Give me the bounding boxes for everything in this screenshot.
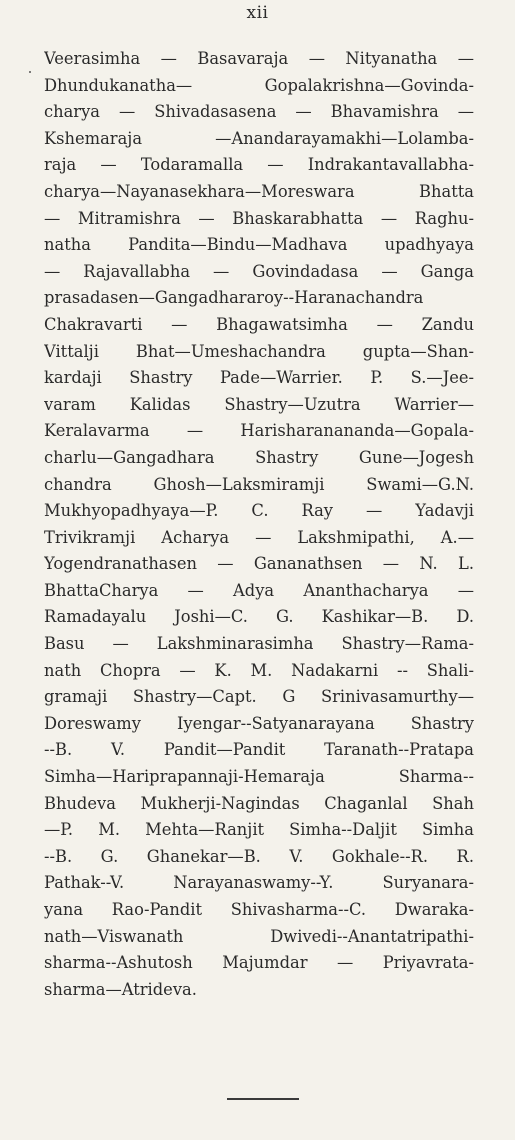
text-line: Vittalji Bhat—Umeshachandra gupta—Shan- [44,341,474,361]
text-line: Basu — Lakshminarasimha Shastry—Rama- [44,634,474,654]
text-line: sharma--Ashutosh Majumdar — Priyavrata- [44,953,474,973]
text-line: Pathak--V. Narayanaswamy--Y. Suryanara- [44,873,474,893]
text-line: —P. M. Mehta—Ranjit Simha--Daljit Simha [44,820,474,840]
text-line: Chakravarti — Bhagawatsimha — Zandu [44,314,474,334]
margin-speck [29,71,31,73]
text-line: Keralavarma — Harisharanananda—Gopala- [44,421,474,441]
text-line: Trivikramji Acharya — Lakshmipathi, A.— [44,527,474,547]
text-line: natha Pandita—Bindu—Madhava upadhyaya [44,235,474,255]
text-line: charya — Shivadasasena — Bhavamishra — [44,102,474,122]
text-line: nath—Viswanath Dwivedi--Anantatripathi- [44,926,474,946]
text-line-last: sharma—Atrideva. [44,979,197,999]
text-line: chandra Ghosh—Laksmiramji Swami—G.N. [44,474,474,494]
text-line: Yogendranathasen — Gananathsen — N. L. [44,554,474,574]
text-line: Ramadayalu Joshi—C. G. Kashikar—B. D. [44,607,474,627]
page-number: xii [246,3,269,23]
text-line: Kshemaraja —Anandarayamakhi—Lolamba- [44,128,474,148]
text-line: --B. G. Ghanekar—B. V. Gokhale--R. R. [44,846,474,866]
text-line: Veerasimha — Basavaraja — Nityanatha — [44,49,474,68]
text-line: Mukhyopadhyaya—P. C. Ray — Yadavji [44,501,474,521]
text-line: charlu—Gangadhara Shastry Gune—Jogesh [44,447,474,467]
text-line: charya—Nayanasekhara—Moreswara Bhatta [44,181,474,201]
text-line: --B. V. Pandit—Pandit Taranath--Pratapa [44,740,474,760]
text-line: BhattaCharya — Adya Ananthacharya — [44,580,474,600]
text-line: — Mitramishra — Bhaskarabhatta — Raghu- [44,208,474,228]
text-line: nath Chopra — K. M. Nadakarni -- Shali- [44,660,474,680]
text-line: Dhundukanatha— Gopalakrishna—Govinda- [44,75,474,95]
text-line: yana Rao-Pandit Shivasharma--C. Dwaraka- [44,900,474,919]
text-line: — Rajavallabha — Govindadasa — Ganga [44,261,474,281]
text-line: kardaji Shastry Pade—Warrier. P. S.—Jee- [44,368,474,388]
text-line: Bhudeva Mukherji-Nagindas Chaganlal Shah [44,793,474,813]
name-list-paragraph [44,46,474,1003]
text-line: raja — Todaramalla — Indrakantavallabha- [44,155,474,175]
text-line: Simha—Hariprapannaji-Hemaraja Sharma-- [44,767,474,787]
text-line: gramaji Shastry—Capt. G Srinivasamurthy— [44,687,474,707]
text-line: varam Kalidas Shastry—Uzutra Warrier— [44,394,474,414]
text-line: prasadasen—Gangadhararoy--Haranachandra [44,288,424,308]
end-of-text-rule [227,1098,299,1100]
text-line: Doreswamy Iyengar--Satyanarayana Shastry [44,713,474,733]
